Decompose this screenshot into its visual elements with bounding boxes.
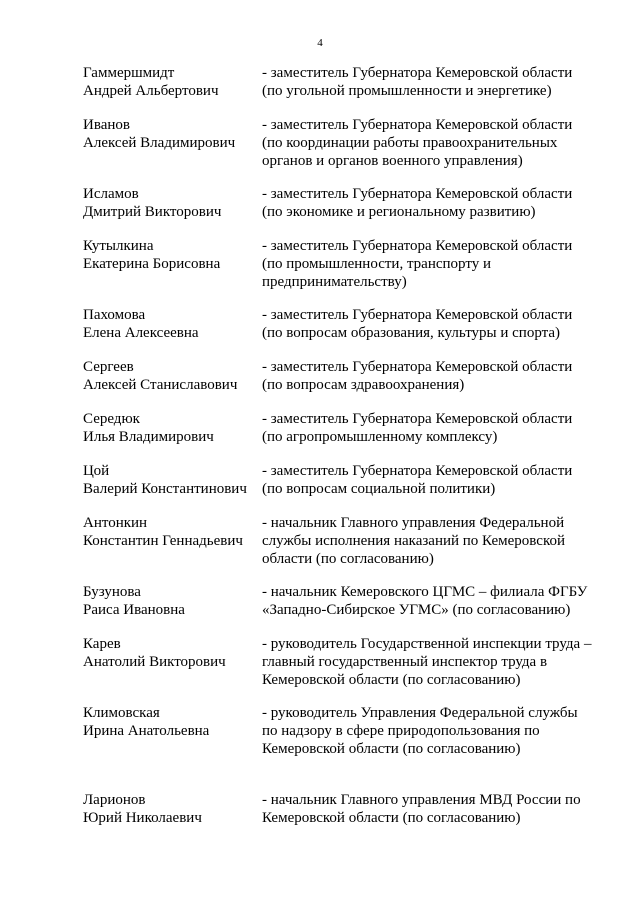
- position-line: - заместитель Губернатора Кемеровской области: [262, 359, 573, 375]
- position-line: - заместитель Губернатора Кемеровской области: [262, 65, 573, 81]
- position-line: - руководитель Государственной инспекции труда –: [262, 636, 592, 652]
- surname: Карев: [83, 636, 121, 652]
- given-names: Илья Владимирович: [83, 429, 214, 445]
- surname: Середюк: [83, 411, 140, 427]
- official-name: [83, 185, 258, 221]
- surname: Бузунова: [83, 584, 141, 600]
- surname: Ларионов: [83, 792, 146, 808]
- official-position: [262, 116, 607, 170]
- position-line: (по экономике и региональному развитию): [262, 204, 536, 220]
- position-line: Кемеровской области (по согласованию): [262, 672, 521, 688]
- given-names: Андрей Альбертович: [83, 83, 219, 99]
- given-names: Дмитрий Викторович: [83, 204, 222, 220]
- given-names: Юрий Николаевич: [83, 810, 202, 826]
- official-name: [83, 791, 258, 827]
- position-line: - заместитель Губернатора Кемеровской области: [262, 411, 573, 427]
- official-name: [83, 358, 258, 394]
- surname: Цой: [83, 463, 110, 479]
- position-line: - заместитель Губернатора Кемеровской области: [262, 307, 573, 323]
- official-name: [83, 116, 258, 152]
- official-name: [83, 462, 258, 498]
- surname: Гаммершмидт: [83, 65, 175, 81]
- given-names: Ирина Анатольевна: [83, 723, 210, 739]
- official-name: [83, 64, 258, 100]
- official-position: [262, 791, 607, 827]
- official-position: [262, 64, 607, 100]
- official-name: [83, 704, 258, 740]
- position-line: (по вопросам социальной политики): [262, 481, 496, 497]
- official-position: [262, 583, 607, 619]
- position-line: Кемеровской области (по согласованию): [262, 741, 521, 757]
- official-position: [262, 704, 607, 758]
- position-line: предпринимательству): [262, 274, 407, 290]
- position-line: - начальник Главного управления МВД России по: [262, 792, 581, 808]
- official-position: [262, 410, 607, 446]
- official-position: [262, 462, 607, 498]
- surname: Кутылкина: [83, 238, 154, 254]
- official-name: [83, 635, 258, 671]
- official-position: [262, 306, 607, 342]
- official-position: [262, 635, 607, 689]
- official-position: [262, 237, 607, 291]
- position-line: по надзору в сфере природопользования по: [262, 723, 540, 739]
- given-names: Константин Геннадьевич: [83, 533, 243, 549]
- position-line: - руководитель Управления Федеральной службы: [262, 705, 578, 721]
- position-line: (по вопросам образования, культуры и спорта): [262, 325, 561, 341]
- position-line: службы исполнения наказаний по Кемеровской: [262, 533, 566, 549]
- official-name: [83, 583, 258, 619]
- position-line: (по координации работы правоохранительных: [262, 135, 558, 151]
- given-names: Елена Алексеевна: [83, 325, 199, 341]
- official-name: [83, 410, 258, 446]
- surname: Исламов: [83, 186, 139, 202]
- position-line: органов и органов военного управления): [262, 153, 523, 169]
- position-line: - начальник Главного управления Федеральной: [262, 515, 565, 531]
- page-number: 4: [317, 37, 323, 49]
- given-names: Раиса Ивановна: [83, 602, 185, 618]
- given-names: Валерий Константинович: [83, 481, 247, 497]
- surname: Иванов: [83, 117, 130, 133]
- surname: Климовская: [83, 705, 160, 721]
- official-position: [262, 514, 607, 568]
- position-line: главный государственный инспектор труда в: [262, 654, 548, 670]
- surname: Пахомова: [83, 307, 146, 323]
- given-names: Анатолий Викторович: [83, 654, 226, 670]
- position-line: (по агропромышленному комплексу): [262, 429, 498, 445]
- position-line: (по промышленности, транспорту и: [262, 256, 491, 272]
- position-line: «Западно-Сибирское УГМС» (по согласованию): [262, 602, 571, 618]
- position-line: области (по согласованию): [262, 551, 434, 567]
- position-line: - заместитель Губернатора Кемеровской области: [262, 463, 573, 479]
- official-name: [83, 514, 258, 550]
- official-name: [83, 306, 258, 342]
- position-line: Кемеровской области (по согласованию): [262, 810, 521, 826]
- position-line: - заместитель Губернатора Кемеровской области: [262, 117, 573, 133]
- given-names: Алексей Станиславович: [83, 377, 238, 393]
- surname: Сергеев: [83, 359, 134, 375]
- position-line: (по угольной промышленности и энергетике): [262, 83, 552, 99]
- official-name: [83, 237, 258, 273]
- official-position: [262, 185, 607, 221]
- surname: Антонкин: [83, 515, 148, 531]
- given-names: Екатерина Борисовна: [83, 256, 221, 272]
- position-line: - заместитель Губернатора Кемеровской области: [262, 238, 573, 254]
- position-line: (по вопросам здравоохранения): [262, 377, 465, 393]
- given-names: Алексей Владимирович: [83, 135, 236, 151]
- official-position: [262, 358, 607, 394]
- position-line: - начальник Кемеровского ЦГМС – филиала ФГБУ: [262, 584, 588, 600]
- position-line: - заместитель Губернатора Кемеровской области: [262, 186, 573, 202]
